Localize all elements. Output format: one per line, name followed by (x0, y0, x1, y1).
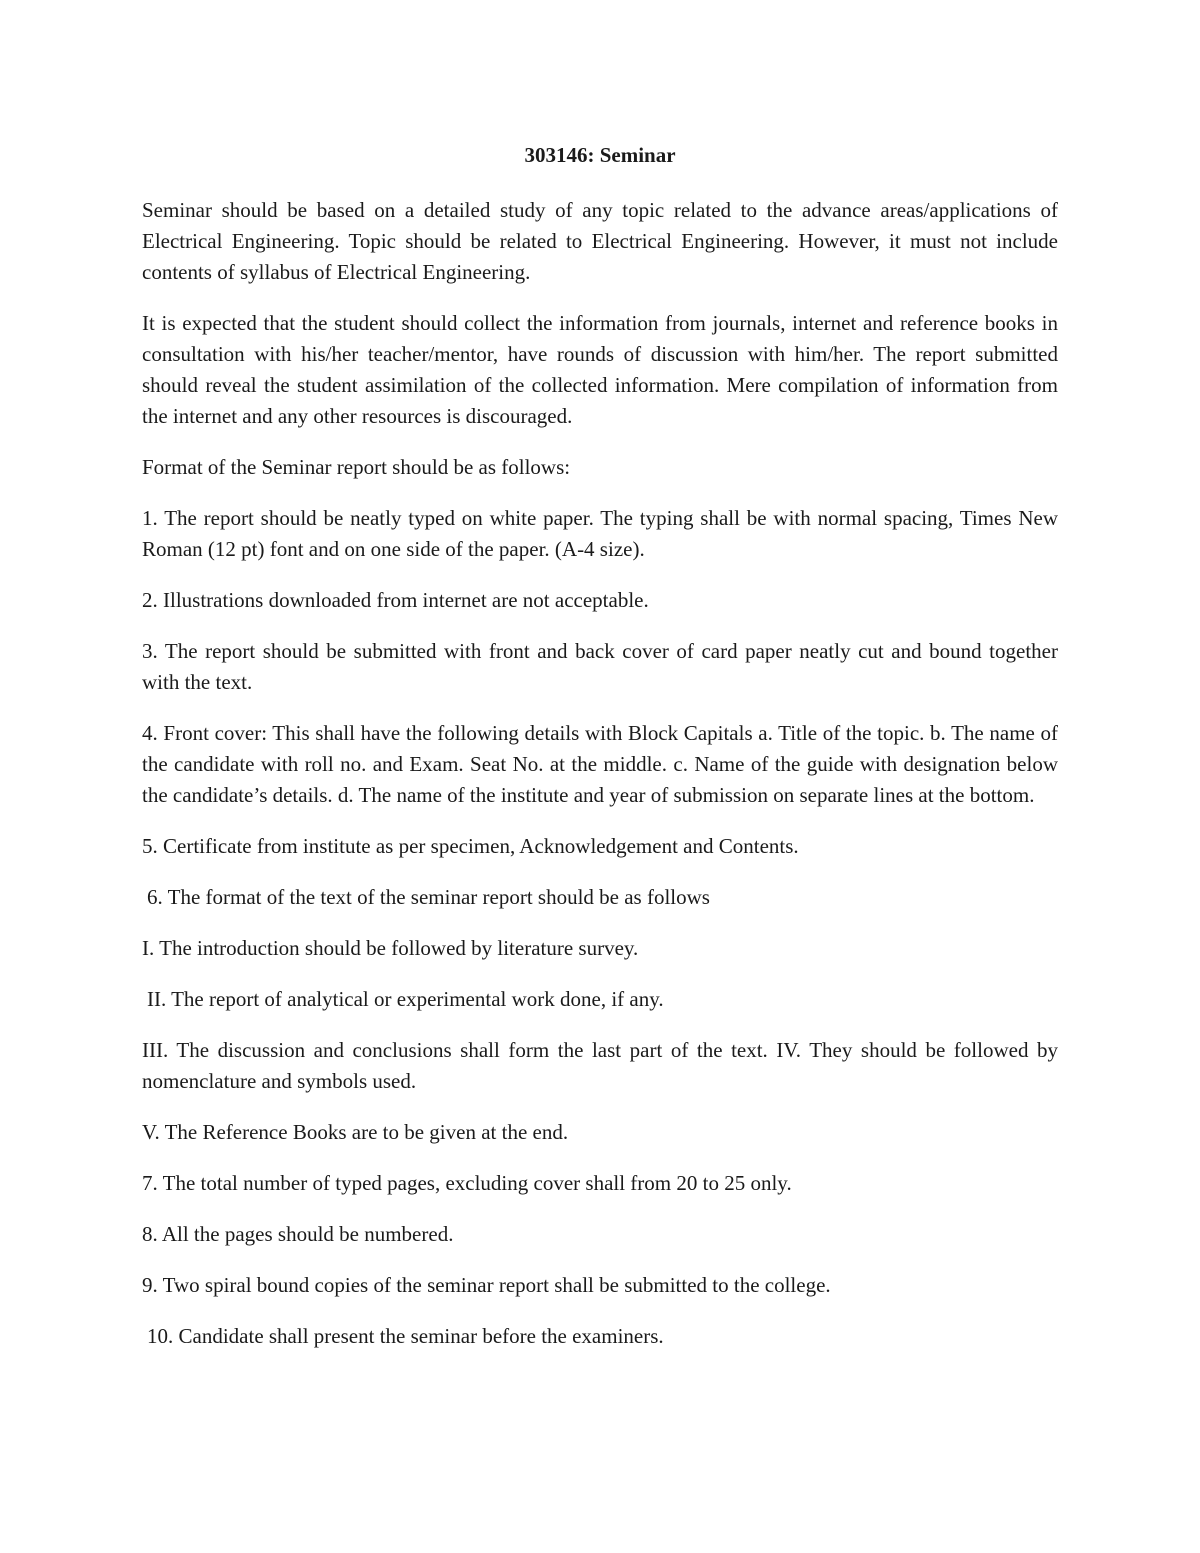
list-item-6: 6. The format of the text of the seminar report should be as follows (147, 885, 710, 909)
sublist-item-ii: II. The report of analytical or experimental work done, if any. (147, 987, 664, 1011)
document-title: 303146: Seminar (524, 143, 676, 167)
list-item-10: 10. Candidate shall present the seminar before the examiners. (147, 1324, 664, 1348)
list-item-8: 8. All the pages should be numbered. (142, 1222, 454, 1246)
sublist-item-v: V. The Reference Books are to be given at the end. (142, 1120, 569, 1144)
list-item-7: 7. The total number of typed pages, excluding cover shall from 20 to 25 only. (142, 1171, 792, 1195)
list-item-2: 2. Illustrations downloaded from internet are not acceptable. (142, 588, 649, 612)
intro-paragraph: Seminar should be based on a detailed study of any topic related to the advance areas/applications of Electrical Engineering. Topic should be related to Electrical Engineering. However, it must not include contents of syllabus of Electrical Engineering. (142, 198, 1058, 284)
list-item-3: 3. The report should be submitted with front and back cover of card paper neatly cut and bound together with the text. (142, 639, 1058, 694)
list-item-1: 1. The report should be neatly typed on white paper. The typing shall be with normal spacing, Times New Roman (12 pt) font and on one side of the paper. (A-4 size). (142, 506, 1058, 561)
list-item-4: 4. Front cover: This shall have the following details with Block Capitals a. Title of the topic. b. The name of the candidate with roll no. and Exam. Seat No. at the middle. c. Name of the guide with designation below the candidate’s details. d. The name of the institute and year of submission on separate lines at the bottom. (142, 721, 1058, 807)
list-item-9: 9. Two spiral bound copies of the seminar report shall be submitted to the college. (142, 1273, 831, 1297)
sublist-item-iii-iv: III. The discussion and conclusions shall form the last part of the text. IV. They should be followed by nomenclature and symbols used. (142, 1038, 1058, 1093)
list-item-5: 5. Certificate from institute as per specimen, Acknowledgement and Contents. (142, 834, 799, 858)
document-page (142, 140, 1058, 1372)
expectation-paragraph: It is expected that the student should collect the information from journals, internet and reference books in consultation with his/her teacher/mentor, have rounds of discussion with him/her. The report submitted should reveal the student assimilation of the collected information. Mere compilation of information from the internet and any other resources is discouraged. (142, 311, 1058, 428)
sublist-item-i: I. The introduction should be followed by literature survey. (142, 936, 639, 960)
format-heading: Format of the Seminar report should be as follows: (142, 455, 571, 479)
